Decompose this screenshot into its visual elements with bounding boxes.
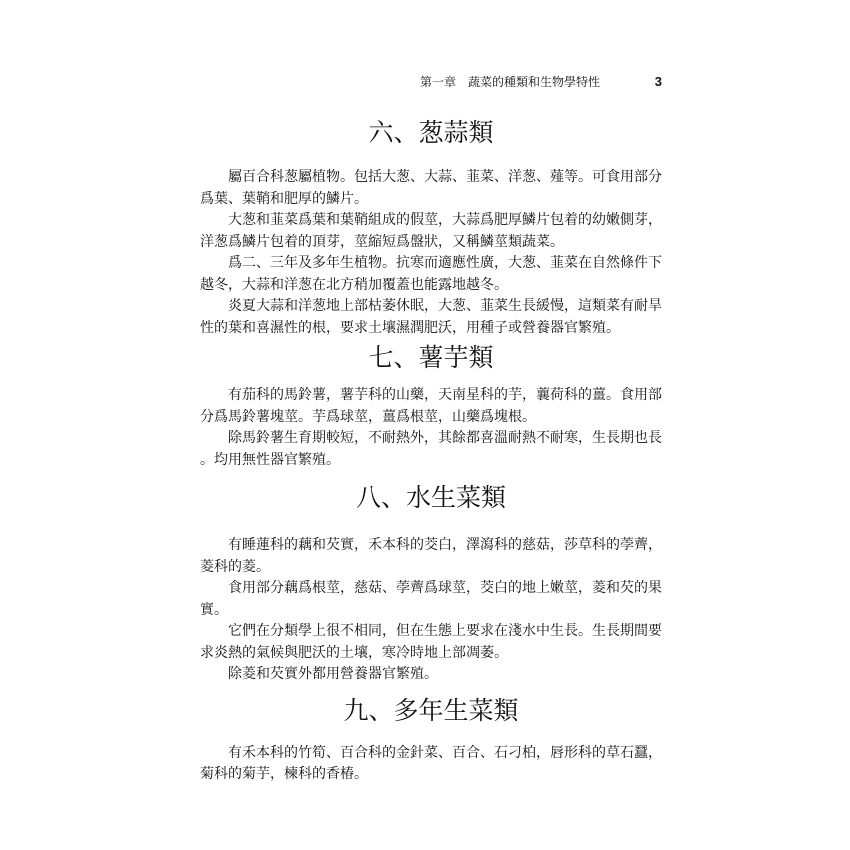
text-line: 實。 xyxy=(200,601,228,618)
section-heading: 七、薯芋類 xyxy=(368,343,494,372)
section-aquatic xyxy=(200,483,662,686)
text-line: 分爲馬鈴薯塊莖。芋爲球莖，薑爲根莖，山藥爲塊根。 xyxy=(200,408,536,425)
text-line: 有茄科的馬鈴薯，薯芋科的山藥，天南星科的芋，蘘荷科的薑。食用部 xyxy=(228,387,662,403)
section-perennial xyxy=(200,696,662,786)
text-line: 大葱和韮菜爲葉和葉鞘組成的假莖，大蒜爲肥厚鱗片包着的幼嫩側芽， xyxy=(228,212,662,228)
text-line: 有睡蓮科的藕和芡實，禾本科的茭白，澤瀉科的慈菇，莎草科的荸薺， xyxy=(228,537,662,553)
text-line: 菊科的菊芋，楝科的香椿。 xyxy=(200,766,368,782)
text-line: 性的葉和喜濕性的根，要求土壤濕潤肥沃，用種子或營養器官繁殖。 xyxy=(200,319,620,336)
text-line: 除馬鈴薯生育期較短，不耐熱外，其餘都喜溫耐熱不耐寒，生長期也長 xyxy=(228,430,662,446)
section-tubers xyxy=(200,343,662,471)
text-line: 洋葱爲鱗片包着的頂芽，莖縮短爲盤狀，又稱鱗莖類蔬菜。 xyxy=(200,233,564,250)
text-line: 爲葉、葉鞘和肥厚的鱗片。 xyxy=(200,190,368,207)
running-header xyxy=(420,74,662,90)
text-line: 求炎熱的氣候與肥沃的土壤，寒冷時地上部凋萎。 xyxy=(200,644,508,661)
section-onion-garlic xyxy=(200,118,662,339)
text-line: 爲二、三年及多年生植物。抗寒而適應性廣，大葱、韮菜在自然條件下 xyxy=(228,255,662,271)
text-line: 越冬，大蒜和洋葱在北方稍加覆蓋也能露地越冬。 xyxy=(200,276,508,293)
page-number: 3 xyxy=(654,74,662,89)
text-line: 炎夏大蒜和洋葱地上部枯萎休眠，大葱、韮菜生長緩慢，這類菜有耐旱 xyxy=(228,298,662,314)
section-heading: 八、水生菜類 xyxy=(355,483,506,512)
chapter-title: 第一章 蔬菜的種類和生物學特性 xyxy=(420,75,601,89)
text-line: 屬百合科葱屬植物。包括大葱、大蒜、韮菜、洋葱、薤等。可食用部分 xyxy=(228,169,662,185)
text-line: 有禾本科的竹筍、百合科的金針菜、百合、石刁柏，唇形科的草石蠶， xyxy=(228,744,662,761)
text-line: 它們在分類學上很不相同，但在生態上要求在淺水中生長。生長期間要 xyxy=(228,623,662,639)
text-line: 食用部分藕爲根莖，慈菇、荸薺爲球莖，茭白的地上嫩莖，菱和芡的果 xyxy=(228,580,662,596)
section-heading: 九、多年生菜類 xyxy=(343,695,519,725)
text-line: 菱科的菱。 xyxy=(200,558,270,575)
text-line: 除菱和芡實外都用營養器官繁殖。 xyxy=(228,666,438,682)
text-line: 。均用無性器官繁殖。 xyxy=(200,451,340,468)
section-heading: 六、葱蒜類 xyxy=(368,118,494,147)
